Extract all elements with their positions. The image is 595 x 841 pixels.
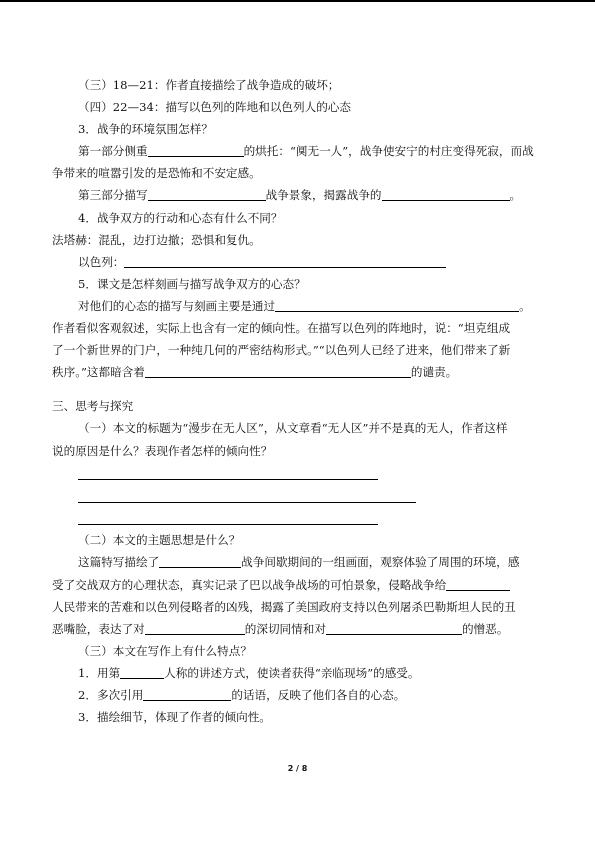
question-title-2: 说的原因是什么？表现作者怎样的倾向性？: [52, 443, 273, 458]
section-heading: 三、思考与探究: [52, 399, 134, 414]
answer-4-israel: 以色列：: [52, 251, 546, 273]
outline-item-3: （三）18—21：作者直接描绘了战争造成的破坏；: [78, 78, 340, 92]
fill-blank[interactable]: [159, 553, 241, 568]
fill-blank[interactable]: [143, 686, 231, 701]
answer-line[interactable]: [52, 507, 546, 530]
question-3: 3．战争的环境氛围怎样？: [78, 122, 213, 137]
worksheet-content: [52, 74, 546, 728]
outline-item-4: （四）22—34：描写以色列的阵地和以色列人的心态: [78, 100, 351, 115]
page-number: 2 / 8: [287, 764, 308, 773]
answer-line[interactable]: [52, 462, 546, 485]
answer-5-line-4: 秩序。”这都暗含着 的谴责。: [52, 365, 458, 380]
fill-blank[interactable]: [446, 576, 510, 591]
fill-blank[interactable]: [326, 620, 462, 635]
fill-blank[interactable]: [148, 142, 244, 157]
fill-blank[interactable]: [145, 363, 411, 378]
question-theme: （二）本文的主题思想是什么？: [78, 533, 241, 548]
feature-1: 1．用第 人称的讲述方式，使读者获得“亲临现场”的感受。: [78, 665, 420, 680]
theme-line-2: 受了交战双方的心理状态，真实记录了巴以战争战场的可怕景象，侵略战争给: [52, 574, 546, 596]
answer-3-line-2: 争带来的喧嚣引发的是恐怖和不安定感。: [52, 166, 261, 181]
fill-blank[interactable]: [120, 664, 164, 679]
fill-blank[interactable]: [145, 620, 245, 635]
question-title-1: （一）本文的标题为“漫步在无人区”，从文章看“无人区”并不是真的无人，作者这样: [78, 421, 508, 436]
answer-5-line-1: 对他们的心态的描写与刻画主要是通过 。: [78, 298, 531, 313]
answer-3-line-1: 第一部分侧重 的烘托：“阒无一人”，战争使安宁的村庄变得死寂，而战: [78, 144, 534, 159]
fill-blank[interactable]: [275, 297, 519, 312]
answer-5-line-2: 作者看似客观叙述，实际上也含有一定的倾向性。在描写以色列的阵地时，说：“坦克组成: [52, 321, 511, 336]
question-features: （三）本文在写作上有什么特点？: [78, 643, 252, 658]
answer-3-line-3: 第三部分描写 战争景象，揭露战争的 。: [78, 188, 522, 203]
fill-blank[interactable]: [124, 253, 446, 268]
fill-blank[interactable]: [382, 186, 510, 201]
fill-blank[interactable]: [148, 186, 266, 201]
question-4: 4．战争双方的行动和心态有什么不同？: [78, 210, 283, 225]
theme-line-4: 恶嘴脸，表达了对 的深切同情和对 的憎恶。: [52, 621, 509, 636]
theme-line-1: 这篇特写描绘了 战争间歇期间的一组画面，观察体验了周围的环境，感: [78, 555, 520, 570]
answer-5-line-3: 了一个新世界的门户，一种纯几何的严密结构形式。”“以色列人已经了进来，他们带来了新: [52, 343, 511, 358]
answer-4-fatah: 法塔赫：混乱，边打边撤；恐惧和复仇。: [52, 232, 261, 247]
feature-3: 3．描绘细节，体现了作者的倾向性。: [78, 710, 271, 725]
answer-line[interactable]: [52, 484, 546, 507]
question-5: 5．课文是怎样刻画与描写战争双方的心态？: [78, 276, 306, 291]
top-rule: [0, 0, 595, 2]
feature-2: 2．多次引用 的话语，反映了他们各自的心态。: [78, 688, 406, 703]
theme-line-3: 人民带来的苦难和以色列侵略者的凶残，揭露了美国政府支持以色列屠杀巴勒斯坦人民的丑: [52, 599, 516, 614]
